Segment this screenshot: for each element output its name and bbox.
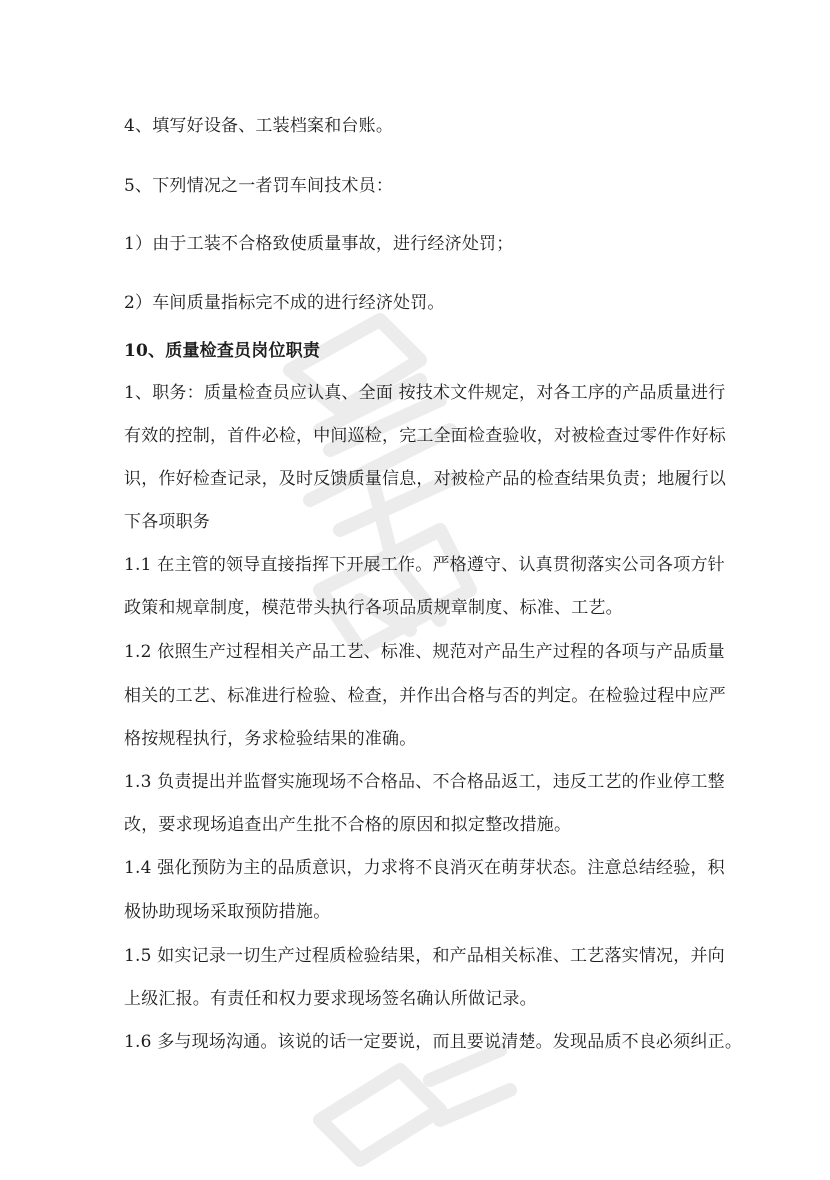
item-5-penalty-intro: 5、下列情况之一者罚车间技术员： bbox=[124, 176, 394, 196]
clause-1-3-line-2: 改，要求现场追查出产生批不合格的原因和拟定整改措施。 bbox=[124, 815, 572, 835]
duty-line-1: 1、职务：质量检查员应认真、全面 按技术文件规定，对各工序的产品质量进行 bbox=[124, 383, 726, 403]
item-5-2-quality-penalty: 2）车间质量指标完不成的进行经济处罚。 bbox=[124, 293, 445, 313]
duty-line-4: 下各项职务 bbox=[124, 512, 210, 532]
clause-1-6-line-1: 1.6 多与现场沟通。该说的话一定要说，而且要说清楚。发现品质不良必须纠正。 bbox=[124, 1032, 743, 1052]
item-5-1-tooling-penalty: 1）由于工装不合格致使质量事故，进行经济处罚； bbox=[124, 234, 514, 254]
clause-1-5-line-2: 上级汇报。有责任和权力要求现场签名确认所做记录。 bbox=[124, 989, 537, 1009]
clause-1-3-line-1: 1.3 负责提出并监督实施现场不合格品、不合格品返工，违反工艺的作业停工整 bbox=[124, 772, 725, 792]
watermark-stamp-bottom-icon bbox=[300, 1040, 520, 1180]
clause-1-4-line-1: 1.4 强化预防为主的品质意识，力求将不良消灭在萌芽状态。注意总结经验，积 bbox=[124, 858, 725, 878]
clause-1-4-line-2: 极协助现场采取预防措施。 bbox=[124, 902, 331, 922]
clause-1-2-line-3: 格按规程执行，务求检验结果的准确。 bbox=[124, 729, 417, 749]
section-title: 10、质量检查员岗位职责 bbox=[124, 341, 321, 361]
clause-1-1-line-1: 1.1 在主管的领导直接指挥下开展工作。严格遵守、认真贯彻落实公司各项方针 bbox=[124, 555, 725, 575]
item-4-equipment-records: 4、填写好设备、工装档案和台账。 bbox=[124, 116, 394, 136]
clause-1-5-line-1: 1.5 如实记录一切生产过程质检验结果，和产品相关标准、工艺落实情况，并向 bbox=[124, 946, 725, 966]
duty-line-3: 识，作好检查记录，及时反馈质量信息，对被检产品的检查结果负责；地履行以 bbox=[124, 469, 726, 489]
clause-1-2-line-1: 1.2 依照生产过程相关产品工艺、标准、规范对产品生产过程的各项与产品质量 bbox=[124, 642, 725, 662]
clause-1-2-line-2: 相关的工艺、标准进行检验、检查，并作出合格与否的判定。在检验过程中应严 bbox=[124, 686, 726, 706]
clause-1-1-line-2: 政策和规章制度，模范带头执行各项品质规章制度、标准、工艺。 bbox=[124, 598, 623, 618]
duty-line-2: 有效的控制，首件必检，中间巡检，完工全面检查验收，对被检查过零件作好标 bbox=[124, 426, 726, 446]
